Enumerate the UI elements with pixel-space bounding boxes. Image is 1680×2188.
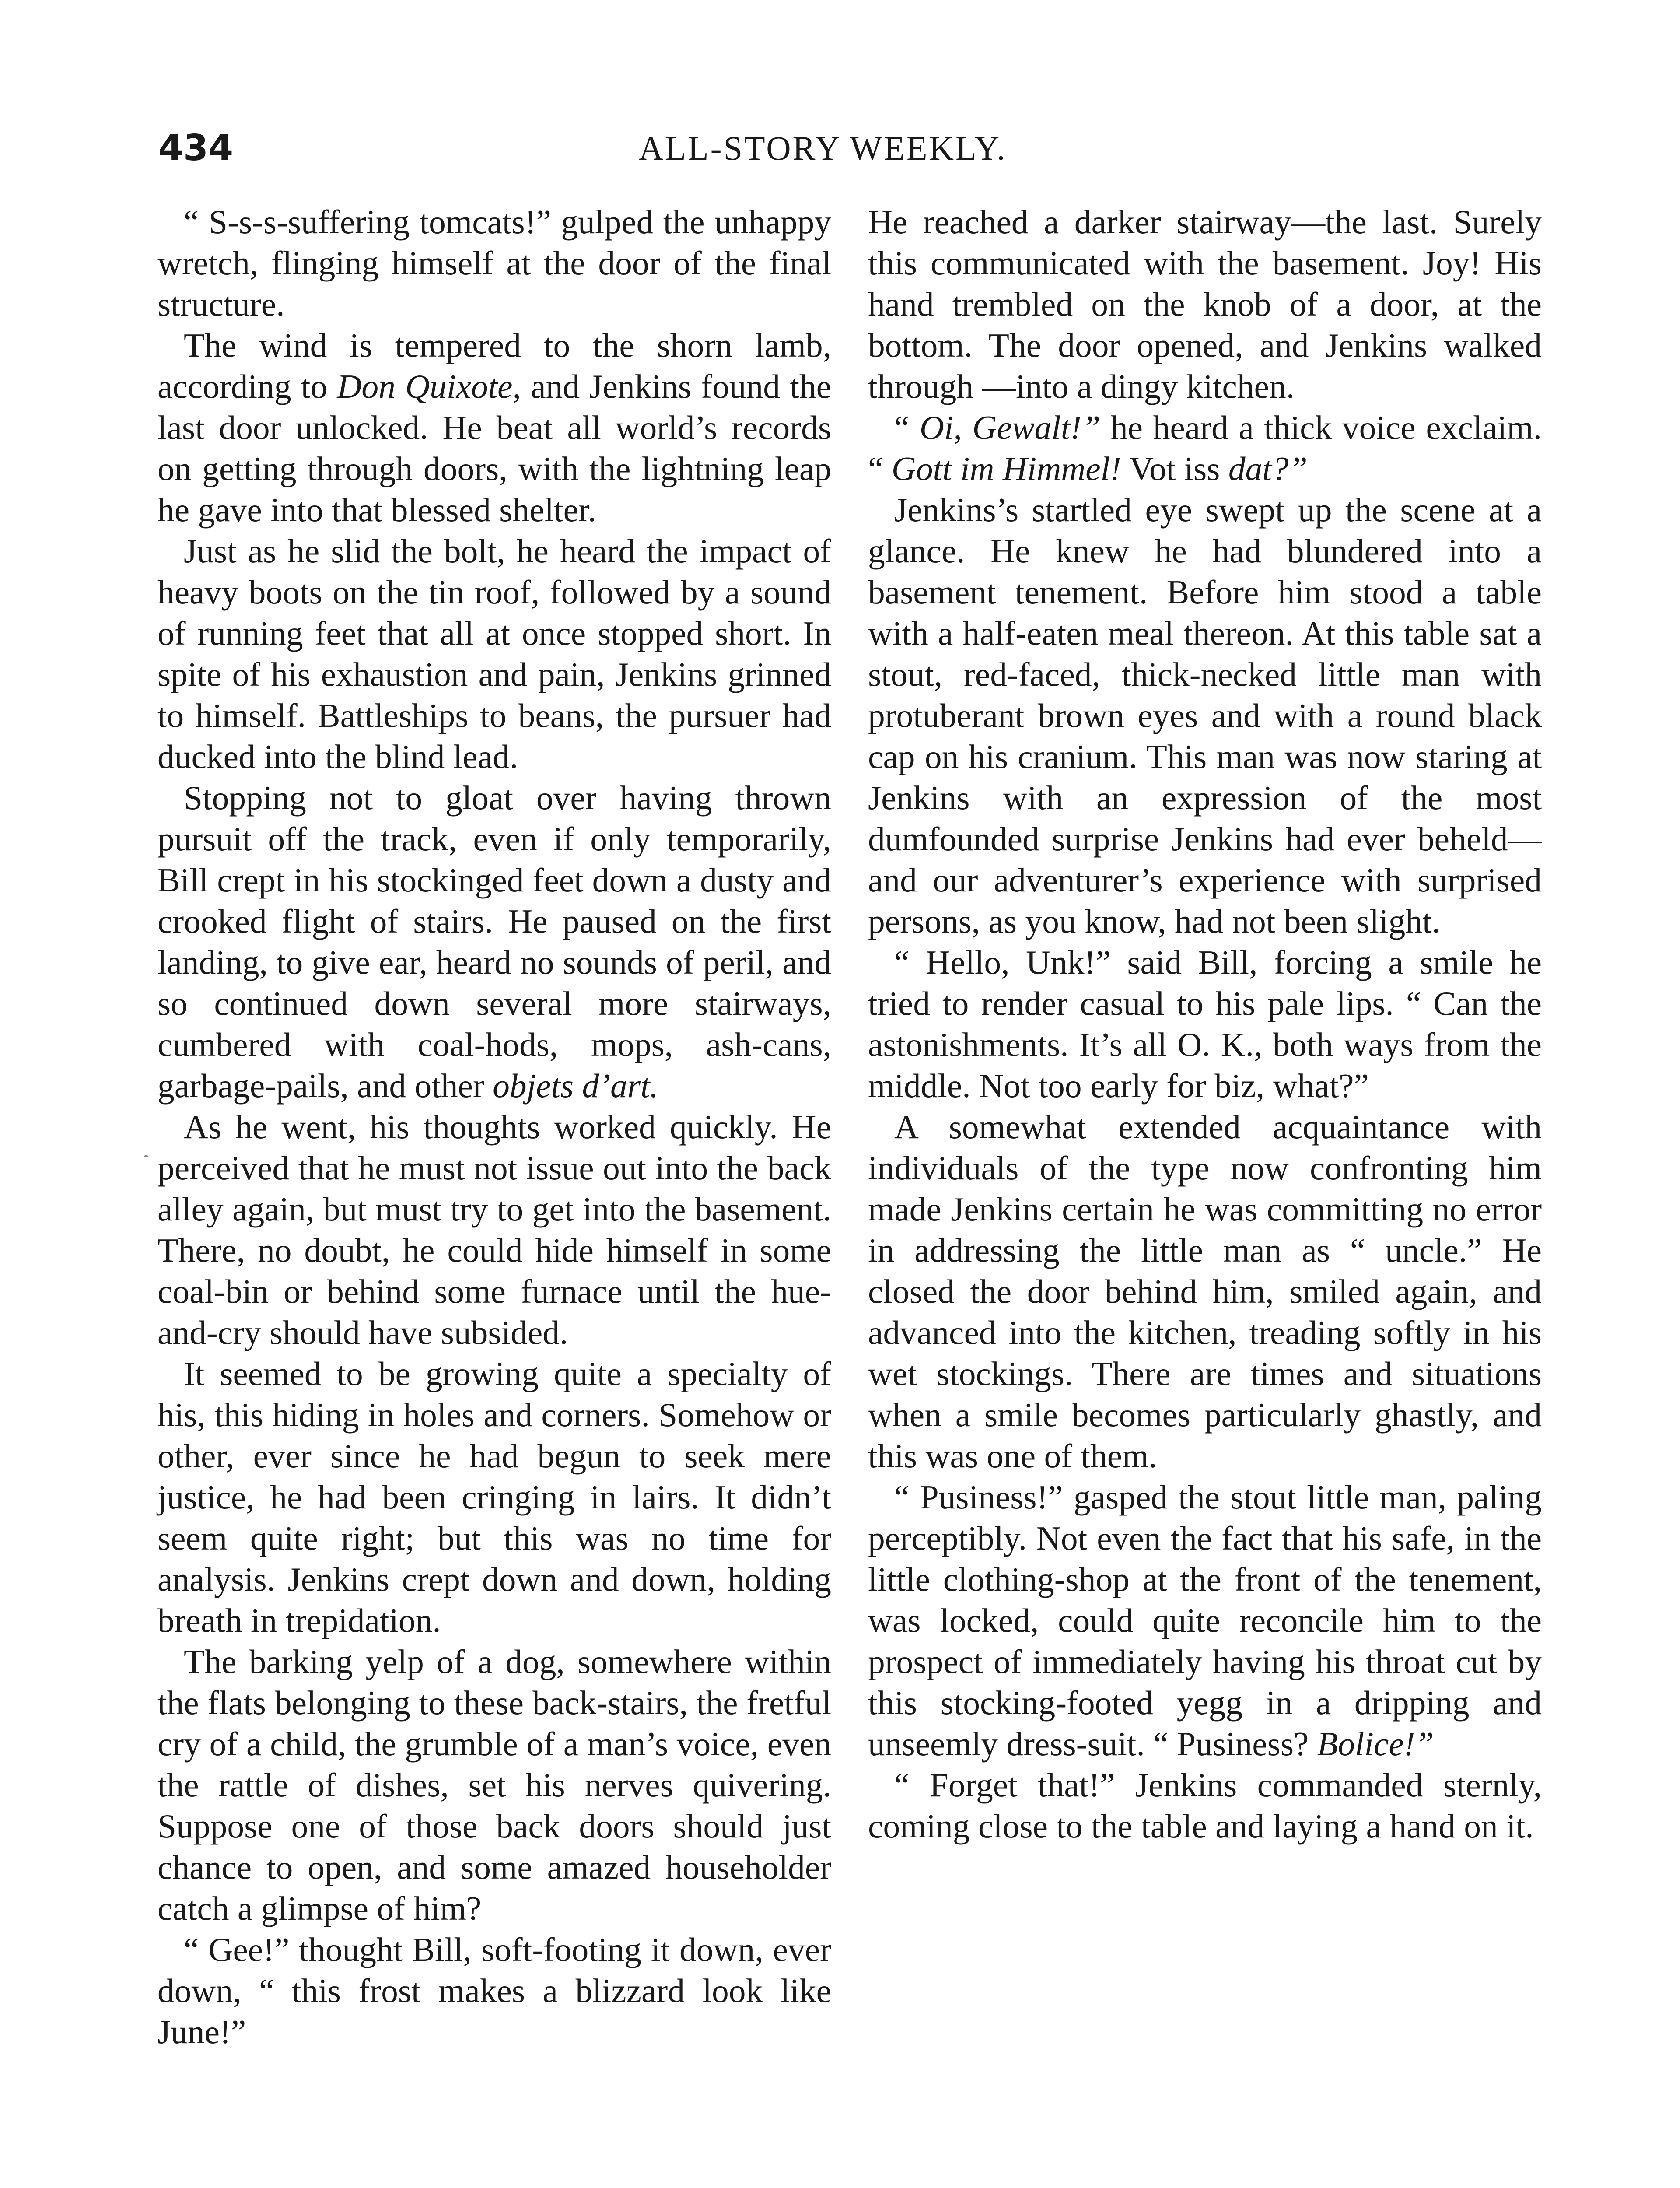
italic-text: Don Quixote,: [337, 368, 521, 405]
paragraph: He reached a darker stairway—the last. Surely this communicated with the basement. Joy! His hand trembled on the knob of a door, at the bottom. The door opened, and Jenkins walked through —into a dingy kitchen.: [868, 203, 1542, 405]
running-head: ALL-STORY WEEKLY.: [639, 129, 1007, 167]
italic-text: Gott im Himmel!: [891, 450, 1121, 487]
paragraph: “ Forget that!” Jenkins commanded sternly, coming close to the table and laying a hand on it.: [868, 1766, 1542, 1845]
paragraph: [158, 777, 831, 1106]
paragraph: [868, 1476, 1542, 1764]
print-speck: [144, 1155, 148, 1157]
paragraph-text: Vot iss: [1121, 450, 1228, 487]
page-number: 434: [158, 127, 234, 169]
paragraph-text: he heard a thick voice exclaim. “: [868, 409, 1542, 487]
paragraph-text: and Jenkins found the last door unlocked. He beat all world’s records on getting through doors, with the lightning leap he gave into that blessed shelter.: [158, 368, 831, 529]
italic-text: Bolice!”: [1317, 1725, 1434, 1763]
paragraph: [158, 325, 831, 530]
paragraph: Just as he slid the bolt, he heard the impact of heavy boots on the tin roof, followed by a sound of running feet that all at once stopped short. In spite of his exhaustion and pain, Jenkins grinned to himself. Battleships to beans, the pursuer had ducked into the blind lead.: [158, 532, 831, 775]
paragraph: [868, 407, 1542, 489]
paragraph-text: Stopping not to gloat over having thrown pursuit off the track, even if only temporarily, Bill crept in his stockinged feet down a dusty and crooked flight of stairs. He paused on the first landing, to give ear, heard no sounds of peril, and so continued down several more stairways, cumbered with coal-hods, mops, ash-cans, garbage-pails, and other: [158, 779, 831, 1105]
paragraph: A somewhat extended acquaintance with individuals of the type now confronting him made Jenkins certain he was committing no error in addressing the little man as “ uncle.” He closed the door behind him, smiled again, and advanced into the kitchen, treading softly in his wet stockings. There are times and situations when a smile becomes particularly ghastly, and this was one of them.: [868, 1108, 1542, 1475]
paragraph: The barking yelp of a dog, somewhere within the flats belonging to these back-stairs, the fretful cry of a child, the grumble of a man’s voice, even the rattle of dishes, set his nerves quivering. Suppose one of those back doors should just chance to open, and some amazed householder catch a glimpse of him?: [158, 1643, 831, 1927]
paragraph: It seemed to be growing quite a specialty of his, this hiding in holes and corners. Somehow or other, ever since he had begun to seek mere justice, he had been cringing in lairs. It didn’t seem quite right; but this was no time for analysis. Jenkins crept down and down, holding breath in trepidation.: [158, 1355, 831, 1639]
paragraph-text: The wind is tempered to the shorn lamb, according to: [158, 326, 831, 405]
paragraph-text: “ Pusiness!” gasped the stout little man, paling perceptibly. Not even the fact that his safe, in the little clothing-shop at the front of the tenement, was locked, could quite reconcile him to the prospect of immediately having his throat cut by this stocking-footed yegg in a dripping and unseemly dress-suit. “ Pusiness?: [868, 1478, 1542, 1763]
italic-text: dat?”: [1228, 450, 1308, 487]
paragraph: “ Hello, Unk!” said Bill, forcing a smile he tried to render casual to his pale lips. “ Can the astonishments. It’s all O. K., both ways from the middle. Not too early for biz, what?”: [868, 943, 1542, 1105]
right-column: [868, 201, 1542, 1847]
paragraph: “ S-s-s-suffering tomcats!” gulped the unhappy wretch, flinging himself at the door of the final structure.: [158, 203, 831, 323]
paragraph: Jenkins’s startled eye swept up the scene at a glance. He knew he had blundered into a basement tenement. Before him stood a table with a half-eaten meal thereon. At this table sat a stout, red-faced, thick-necked little man with protuberant brown eyes and with a round black cap on his cranium. This man was now staring at Jenkins with an expression of the most dumfounded surprise Jenkins had ever beheld—and our adventurer’s experience with surprised persons, as you know, had not been slight.: [868, 491, 1542, 940]
italic-text: objets d’art.: [493, 1067, 658, 1105]
italic-text: Oi, Gewalt!”: [920, 409, 1101, 446]
paragraph-text: “: [894, 409, 920, 446]
paragraph: “ Gee!” thought Bill, soft-footing it down, ever down, “ this frost makes a blizzard look like June!”: [158, 1931, 831, 2051]
left-column: [158, 201, 831, 2052]
paragraph: As he went, his thoughts worked quickly. He perceived that he must not issue out into the back alley again, but must try to get into the basement. There, no doubt, he could hide himself in some coal-bin or behind some furnace until the hue-and-cry should have subsided.: [158, 1108, 831, 1351]
